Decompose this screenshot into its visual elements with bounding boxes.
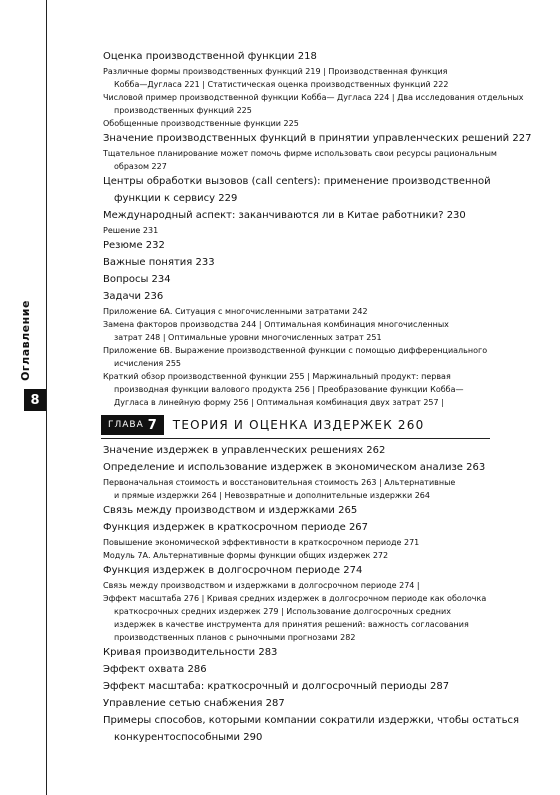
toc-entry: Оценка производственной функции 218 [103, 51, 317, 62]
toc-entry: Первоначальная стоимость и восстановительная стоимость 263 | Альтернативные [103, 478, 456, 487]
side-section-label: Оглавление [18, 299, 32, 381]
chapter-heading [101, 414, 485, 436]
toc-entry: конкурентоспособными 290 [114, 732, 263, 743]
toc-entry: и прямые издержки 264 | Невозвратные и дополнительные издержки 264 [114, 491, 430, 500]
toc-entry: Приложение 6В. Выражение производственной функции с помощью дифференциального [103, 346, 488, 355]
toc-entries-chapter-7 [103, 442, 519, 746]
toc-entry: Важные понятия 233 [103, 257, 215, 268]
toc-entry: Модуль 7А. Альтернативные формы функции общих издержек 272 [103, 551, 389, 560]
toc-entry: Определение и использование издержек в экономическом анализе 263 [103, 462, 486, 473]
toc-entry: Тщательное планирование может помочь фирме использовать свои ресурсы рациональным [103, 149, 497, 158]
toc-entry: Обобщенные производственные функции 225 [103, 119, 299, 128]
toc-entry: Вопросы 234 [103, 274, 171, 285]
toc-entry: Кривая производительности 283 [103, 647, 278, 658]
toc-entries-chapter-6 [103, 48, 532, 409]
toc-entry: Повышение экономической эффективности в краткосрочном периоде 271 [103, 538, 420, 547]
toc-entry: затрат 248 | Оптимальные уровни многочисленных затрат 251 [114, 333, 382, 342]
toc-entry: Значение издержек в управленческих решениях 262 [103, 445, 386, 456]
toc-entry: Управление сетью снабжения 287 [103, 698, 285, 709]
toc-entry: Задачи 236 [103, 291, 164, 302]
toc-entry: Эффект масштаба 276 | Кривая средних издержек в долгосрочном периоде как оболочка [103, 594, 487, 603]
toc-entry: Кобба—Дугласа 221 | Статистическая оценка производственных функций 222 [114, 80, 449, 89]
toc-entry: Резюме 232 [103, 240, 165, 251]
toc-entry: Различные формы производственных функций 219 | Производственная функция [103, 67, 448, 76]
toc-entry: Эффект масштаба: краткосрочный и долгосрочный периоды 287 [103, 681, 450, 692]
toc-entry: краткосрочных средних издержек 279 | Использование долгосрочных средних [114, 607, 451, 616]
toc-entry: Центры обработки вызовов (call centers): применение производственной [103, 176, 491, 187]
toc-entry: Примеры способов, которыми компании сократили издержки, чтобы остаться [103, 715, 519, 726]
table-of-contents [103, 48, 532, 746]
toc-entry: Функция издержек в краткосрочном периоде 267 [103, 522, 369, 533]
toc-entry: Решение 231 [103, 226, 159, 235]
toc-entry: производная функции валового продукта 256 | Преобразование функции Кобба— [114, 385, 464, 394]
toc-entry: Числовой пример производственной функции Кобба— Дугласа 224 | Два исследования отдельных [103, 93, 524, 102]
chapter-rule [101, 438, 490, 439]
toc-entry: Связь между производством и издержками в долгосрочном периоде 274 | [103, 581, 420, 590]
toc-entry: Значение производственных функций в принятии управленческих решений 227 [103, 133, 532, 144]
toc-entry: Приложение 6А. Ситуация с многочисленными затратами 242 [103, 307, 368, 316]
toc-entry: Дугласа в линейную форму 256 | Оптимальная комбинация двух затрат 257 | [114, 398, 444, 407]
toc-entry: образом 227 [114, 162, 167, 171]
toc-entry: исчисления 255 [114, 359, 182, 368]
toc-entry: Функция издержек в долгосрочном периоде 274 [103, 565, 363, 576]
toc-entry: Краткий обзор производственной функции 255 | Маржинальный продукт: первая [103, 372, 451, 381]
toc-entry: издержек в качестве инструмента для принятия решений: важность согласования [114, 620, 469, 629]
toc-entry: Связь между производством и издержками 265 [103, 505, 358, 516]
toc-entry: Эффект охвата 286 [103, 664, 207, 675]
chapter-title: ТЕОРИЯ И ОЦЕНКА ИЗДЕРЖЕК 260 [172, 418, 425, 432]
toc-entry: производственных планов с рыночными прогнозами 282 [114, 633, 356, 642]
margin-rule [46, 0, 47, 795]
chapter-badge: ГЛАВА 7 [101, 415, 164, 435]
toc-entry: Замена факторов производства 244 | Оптимальная комбинация многочисленных [103, 320, 449, 329]
toc-entry: функции к сервису 229 [114, 193, 238, 204]
toc-entry: производственных функций 225 [114, 106, 252, 115]
toc-entry: Международный аспект: заканчиваются ли в Китае работники? 230 [103, 210, 466, 221]
page-number: 8 [24, 389, 46, 411]
